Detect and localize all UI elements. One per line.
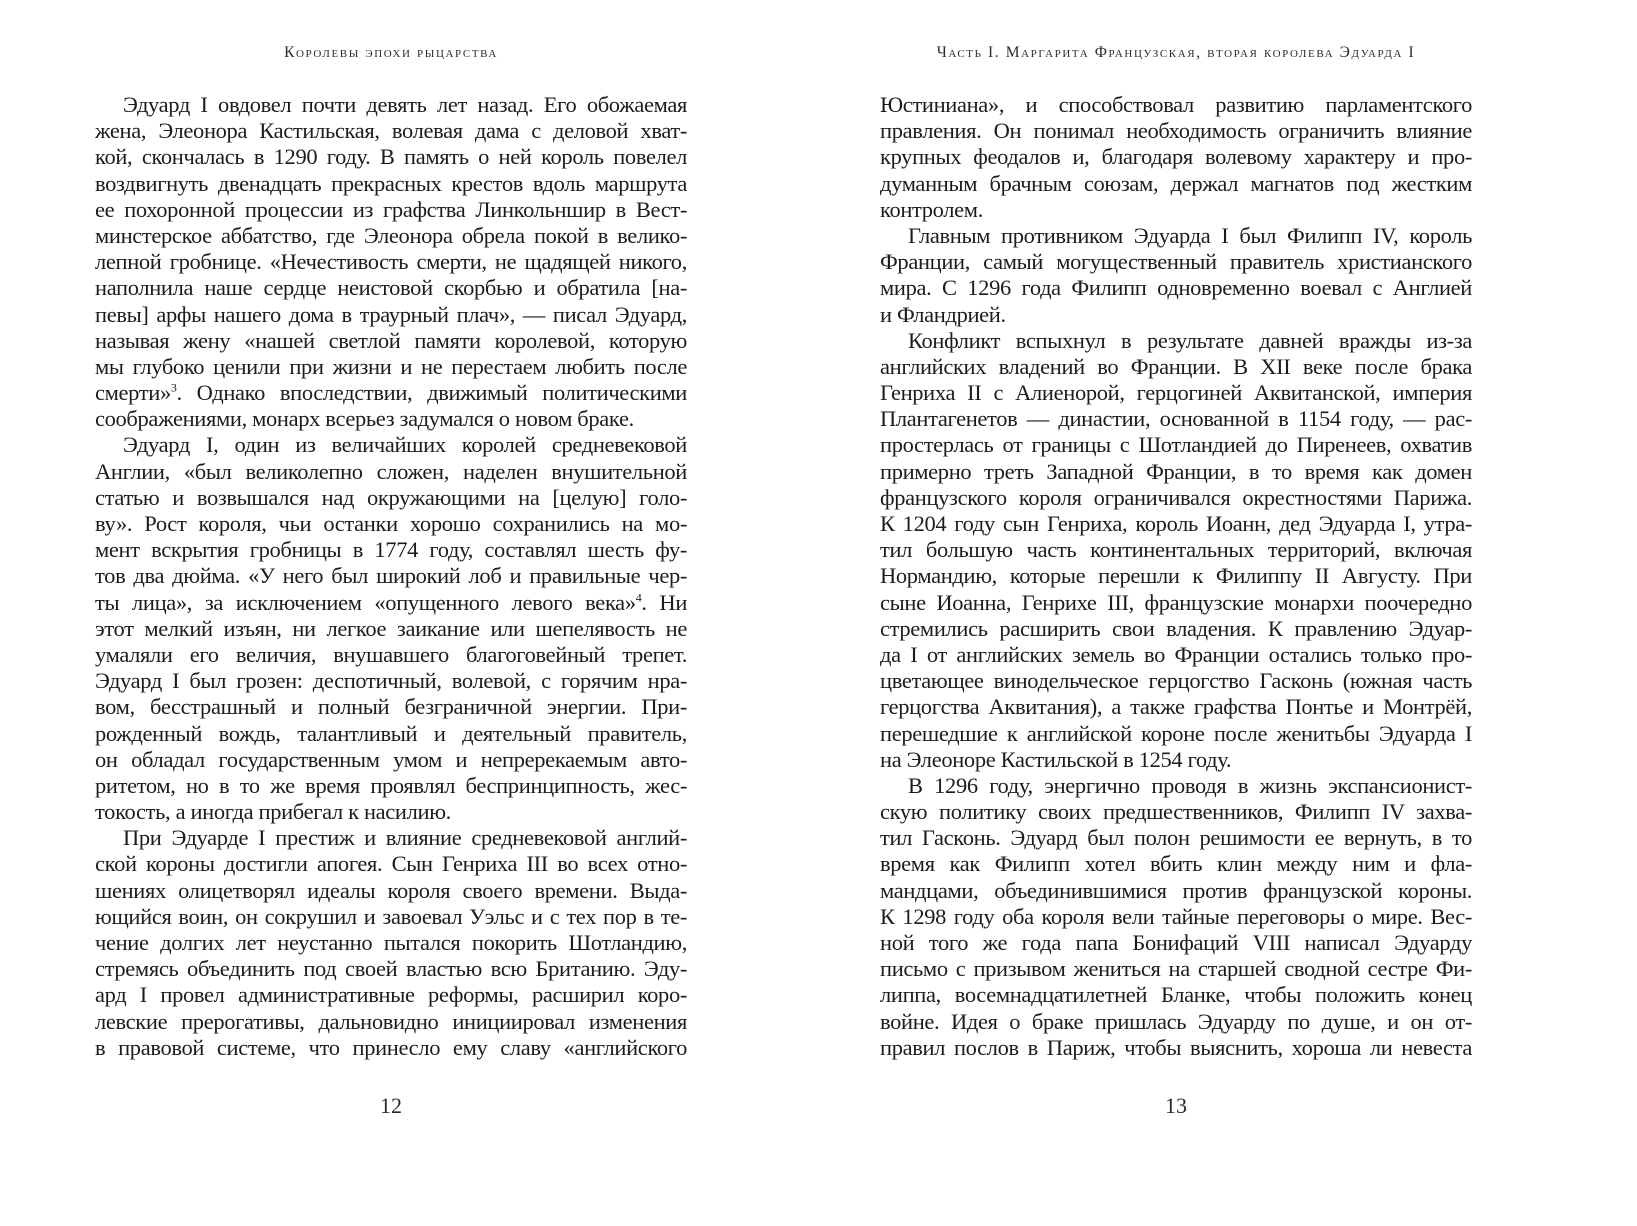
text-line-content: жена, Элеонора Кастильская, волевая дама с деловой хват- — [95, 118, 687, 144]
page-number-left: 12 — [380, 1093, 402, 1118]
text-line — [95, 616, 687, 642]
text-line — [95, 92, 687, 118]
text-line — [95, 380, 687, 406]
text-line — [95, 930, 687, 956]
text-line — [95, 485, 687, 511]
text-line-content: французского короля ограничивался окрестностями Парижа. — [880, 484, 1472, 510]
text-line — [95, 302, 687, 328]
text-line-content: левские прерогативы, дальновидно инициировал изменения — [95, 1008, 687, 1034]
text-line-content: мы глубоко ценили при жизни и не перестаем любить после — [95, 353, 687, 379]
text-line — [95, 1035, 687, 1061]
text-line-content: правления. Он понимал необходимость ограничить влияние — [880, 118, 1472, 144]
text-line-content: шениях олицетворял идеалы короля своего времени. Выда- — [95, 877, 687, 903]
text-line-content: сыне Иоанна, Генрихе III, французские монархи поочередно — [880, 589, 1472, 615]
text-line-content: стремились расширить свои владения. К правлению Эдуар- — [880, 615, 1472, 641]
running-head-left: Королевы эпохи рыцарства — [284, 44, 498, 61]
text-line — [95, 537, 687, 563]
text-line-content: контролем. — [880, 196, 983, 222]
running-head-right: Часть I. Маргарита Французская, вторая королева Эдуарда I — [936, 44, 1416, 61]
text-line — [880, 982, 1472, 1008]
text-line-continuation: . Однако впоследствии, движимый политическими — [176, 380, 687, 406]
text-line — [880, 406, 1472, 432]
text-line-content: токость, а иногда прибегал к насилию. — [95, 799, 451, 825]
text-line — [880, 825, 1472, 851]
text-line — [95, 851, 687, 877]
text-line-content: примерно треть Западной Франции, в то время как домен — [880, 458, 1472, 484]
text-line — [95, 459, 687, 485]
text-line — [95, 406, 687, 432]
text-line-content: письмо с призывом жениться на старшей сводной сестре Фи- — [880, 956, 1472, 982]
text-line-content: ты лица», за исключением «опущенного левого века» — [95, 589, 636, 615]
text-line — [880, 432, 1472, 458]
text-line-content: минстерское аббатство, где Элеонора обрела покой в велико- — [95, 222, 687, 248]
text-line-content: да I от английских земель во Франции остались только про- — [880, 641, 1472, 667]
text-line — [880, 275, 1472, 301]
text-line — [95, 144, 687, 170]
text-line — [880, 799, 1472, 825]
text-line — [95, 563, 687, 589]
text-line-content: умаляли его величия, внушавшего благоговейный трепет. — [95, 641, 687, 667]
text-line-content: Эдуард I, один из величайших королей средневековой — [123, 432, 687, 458]
text-line-content: чение долгих лет неустанно пытался покорить Шотландию, — [95, 930, 687, 955]
text-line — [95, 799, 687, 825]
text-line — [880, 930, 1472, 956]
text-line — [880, 956, 1472, 982]
text-line-content: Франции, самый могущественный правитель христианского — [880, 249, 1472, 275]
text-line — [95, 825, 687, 851]
text-line-content: Эдуард I овдовел почти девять лет назад. Его обожаемая — [123, 92, 687, 117]
text-line-content: английских владений во Франции. В XII веке после брака — [880, 353, 1472, 379]
text-line — [95, 721, 687, 747]
text-line-content: Юстиниана», и способствовал развитию парламентского — [880, 92, 1472, 117]
text-line — [880, 92, 1472, 118]
text-line — [95, 223, 687, 249]
text-line-content: кой, скончалась в 1290 году. В память о ней король повелел — [95, 144, 687, 170]
text-line-content: в правовой системе, что принесло ему славу «английского — [95, 1034, 687, 1060]
text-line — [95, 328, 687, 354]
text-line-content: и Фландрией. — [880, 301, 1006, 327]
text-line — [95, 249, 687, 275]
text-line-content: статью и возвышался над окружающими на [целую] голо- — [95, 484, 687, 510]
text-line — [880, 459, 1472, 485]
text-line — [880, 223, 1472, 249]
text-line — [95, 590, 687, 616]
text-line — [880, 511, 1472, 537]
text-line-content: тил большую часть континентальных территорий, включая — [880, 537, 1472, 563]
text-line-content: ее похоронной процессии из графства Линкольншир в Вест- — [95, 196, 687, 222]
text-line — [880, 380, 1472, 406]
text-line — [880, 485, 1472, 511]
text-line — [95, 694, 687, 720]
text-line — [880, 773, 1472, 799]
text-line — [95, 904, 687, 930]
text-line — [880, 721, 1472, 747]
text-line — [880, 197, 1472, 223]
text-line-content: крупных феодалов и, благодаря волевому характеру и про- — [880, 144, 1472, 170]
text-line-content: воздвигнуть двенадцать прекрасных крестов вдоль маршрута — [95, 170, 687, 196]
text-line-content: тил Гасконь. Эдуард был полон решимости ее вернуть, в то — [880, 825, 1472, 851]
footnote-marker: 3 — [170, 380, 177, 395]
text-line — [95, 118, 687, 144]
text-line-content: Главным противником Эдуарда I был Филипп IV, король — [908, 222, 1472, 248]
text-line — [880, 668, 1472, 694]
text-line-content: Конфликт вспыхнул в результате давней вражды из-за — [908, 327, 1472, 353]
text-line — [880, 249, 1472, 275]
text-line-content: этот мелкий изъян, ни легкое заикание или шепелявость не — [95, 615, 687, 641]
text-line — [880, 642, 1472, 668]
text-line-content: ард I провел административные реформы, расширил коро- — [95, 982, 687, 1008]
text-line-content: скую политику своих предшественников, Филипп IV захва- — [880, 799, 1472, 825]
text-line-content: липпа, восемнадцатилетней Бланке, чтобы положить конец — [880, 982, 1472, 1008]
text-line — [880, 537, 1472, 563]
right-page-body — [880, 92, 1472, 1061]
text-line-content: ной того же года папа Бонифаций VIII написал Эдуарду — [880, 930, 1472, 955]
page-number-right: 13 — [1165, 1093, 1187, 1118]
text-line-content: соображениями, монарх всерьез задумался о новом браке. — [95, 406, 634, 432]
text-line — [880, 302, 1472, 328]
text-line — [95, 171, 687, 197]
text-line — [880, 354, 1472, 380]
text-line — [95, 773, 687, 799]
text-line — [880, 851, 1472, 877]
text-line-content: называя жену «нашей светлой памяти королевой, которую — [95, 327, 687, 353]
text-line — [880, 144, 1472, 170]
text-line-content: При Эдуарде I престиж и влияние средневековой англий- — [123, 825, 687, 851]
text-line — [880, 590, 1472, 616]
text-line-content: смерти» — [95, 380, 171, 406]
text-line-content: время как Филипп хотел вбить клин между ним и фла- — [880, 851, 1472, 877]
text-line-content: ющийся воин, он сокрушил и завоевал Уэльс и с тех пор в те- — [95, 903, 687, 929]
text-line — [95, 1009, 687, 1035]
text-line-content: ритетом, но в то же время проявлял беспринципность, жес- — [95, 772, 687, 798]
text-line — [880, 878, 1472, 904]
text-line — [95, 354, 687, 380]
text-line — [95, 432, 687, 458]
text-line — [95, 878, 687, 904]
text-line — [880, 171, 1472, 197]
text-line — [95, 956, 687, 982]
text-line — [95, 197, 687, 223]
text-line-content: мандцами, объединившимися против французской короны. — [880, 877, 1472, 903]
text-line-content: правил послов в Париж, чтобы выяснить, хороша ли невеста — [880, 1034, 1472, 1060]
text-line-content: К 1298 году оба короля вели тайные переговоры о мире. Вес- — [880, 903, 1472, 929]
text-line-content: войне. Идея о браке пришлась Эдуарду по душе, и он от- — [880, 1008, 1472, 1034]
text-line-content: В 1296 году, энергично проводя в жизнь экспансионист- — [908, 772, 1472, 798]
text-line-content: лепной гробнице. «Нечестивость смерти, не щадящей никого, — [95, 249, 687, 275]
text-line — [880, 328, 1472, 354]
text-line-content: ской короны достигли апогея. Сын Генриха III во всех отно- — [95, 851, 687, 877]
text-line — [880, 118, 1472, 144]
text-line-content: он обладал государственным умом и непререкаемым авто- — [95, 746, 687, 772]
left-page — [95, 0, 687, 1226]
text-line-content: перешедшие к английской короне после женитьбы Эдуарда I — [880, 720, 1472, 746]
text-line-content: Эдуард I был грозен: деспотичный, волевой, с горячим нра- — [95, 668, 687, 694]
text-line — [880, 563, 1472, 589]
text-line — [880, 1035, 1472, 1061]
text-line-content: думанным брачным союзам, держал магнатов под жестким — [880, 170, 1472, 196]
text-line — [95, 668, 687, 694]
text-line — [95, 982, 687, 1008]
text-line — [95, 747, 687, 773]
text-line-content: наполнила наше сердце неистовой скорбью и обратила [на- — [95, 275, 687, 301]
text-line-content: Плантагенетов — династии, основанной в 1154 году, — рас- — [880, 406, 1472, 432]
footnote-marker: 4 — [635, 590, 642, 605]
text-line — [880, 694, 1472, 720]
text-line-content: К 1204 году сын Генриха, король Иоанн, дед Эдуарда I, утра- — [880, 511, 1472, 536]
text-line-continuation: . Ни — [641, 589, 688, 615]
text-line — [880, 904, 1472, 930]
text-line — [880, 747, 1472, 773]
text-line — [95, 642, 687, 668]
text-line-content: мент вскрытия гробницы в 1774 году, составлял шесть фу- — [95, 537, 687, 563]
text-line-content: цветающее винодельческое герцогство Гасконь (южная часть — [880, 668, 1472, 694]
text-line — [95, 275, 687, 301]
text-line-content: тов два дюйма. «У него был широкий лоб и правильные чер- — [95, 563, 687, 589]
text-line-content: простерлась от границы с Шотландией до Пиренеев, охватив — [880, 432, 1472, 458]
text-line-content: мира. С 1296 года Филипп одновременно воевал с Англией — [880, 275, 1472, 301]
text-line — [880, 1009, 1472, 1035]
text-line-content: певы] арфы нашего дома в траурный плач», — писал Эдуард, — [95, 301, 687, 327]
left-page-body — [95, 92, 687, 1061]
text-line-content: Генриха II с Алиенорой, герцогиней Аквитанской, империя — [880, 380, 1472, 406]
text-line-content: стремясь объединить под своей властью всю Британию. Эду- — [95, 956, 687, 982]
text-line-content: Нормандию, которые перешли к Филиппу II Августу. При — [880, 563, 1472, 589]
right-page — [880, 0, 1472, 1226]
text-line-content: ву». Рост короля, чьи останки хорошо сохранились на мо- — [95, 511, 687, 536]
text-line-content: Англии, «был великолепно сложен, наделен внушительной — [95, 458, 687, 484]
text-line — [95, 511, 687, 537]
text-line — [880, 616, 1472, 642]
text-line-content: герцогства Аквитания), а также графства Понтье и Монтрёй, — [880, 694, 1472, 720]
text-line-content: вом, бесстрашный и полный безграничной энергии. При- — [95, 694, 687, 720]
text-line-content: на Элеоноре Кастильской в 1254 году. — [880, 746, 1232, 772]
text-line-content: рожденный вождь, талантливый и деятельный правитель, — [95, 720, 687, 746]
